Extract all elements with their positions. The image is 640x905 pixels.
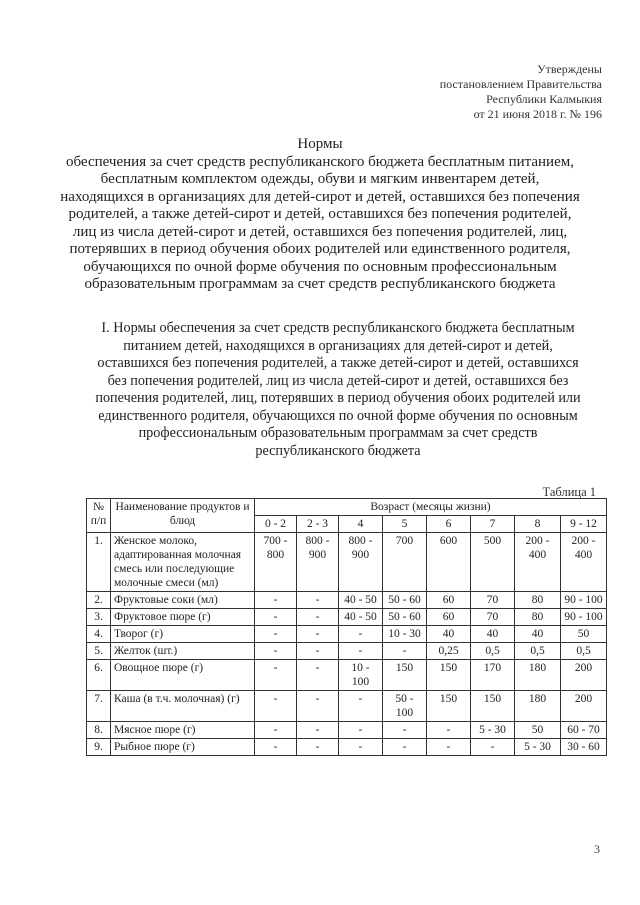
table-row [87,722,607,739]
norm-value: 10 - 30 [383,626,427,643]
norm-value: - [427,739,471,756]
header-age-column: 4 [339,516,383,533]
table-row [87,739,607,756]
norm-value: - [255,739,297,756]
table-row [87,592,607,609]
norm-value: 700 - 800 [255,533,297,592]
header-number: № п/п [87,499,111,533]
norm-value: 60 [427,592,471,609]
row-number: 9. [87,739,111,756]
norm-value: - [339,626,383,643]
norm-value: 170 [471,660,515,691]
product-name: Мясное пюре (г) [111,722,255,739]
norm-value: 500 [471,533,515,592]
header-age-column: 6 [427,516,471,533]
norm-value: 40 - 50 [339,609,383,626]
norm-value: - [297,722,339,739]
norm-value: 0,5 [515,643,561,660]
norm-value: 150 [427,660,471,691]
approval-line: постановлением Правительства [439,77,602,91]
norm-value: 5 - 30 [471,722,515,739]
table-row [87,626,607,643]
norm-value: - [297,626,339,643]
table-row [87,609,607,626]
norm-value: 10 - 100 [339,660,383,691]
header-age-column: 7 [471,516,515,533]
norm-value: - [255,592,297,609]
norm-value: 0,5 [561,643,607,660]
norm-value: - [297,592,339,609]
row-number: 7. [87,691,111,722]
norm-value: - [471,739,515,756]
table-row [87,533,607,592]
norm-value: 70 [471,609,515,626]
norm-value: 150 [471,691,515,722]
norm-value: 30 - 60 [561,739,607,756]
norm-value: 200 - 400 [561,533,607,592]
norm-value: 50 - 60 [383,592,427,609]
norm-value: - [255,626,297,643]
norm-value: - [383,722,427,739]
product-name: Желток (шт.) [111,643,255,660]
table-row [87,691,607,722]
header-age-column: 9 - 12 [561,516,607,533]
norm-value: 200 [561,660,607,691]
norm-value: - [383,739,427,756]
nutrition-norms-table [86,498,607,756]
norm-value: 50 - 60 [383,609,427,626]
product-name: Фруктовые соки (мл) [111,592,255,609]
title-word: Нормы [297,136,343,152]
norm-value: - [339,643,383,660]
product-name: Творог (г) [111,626,255,643]
product-name: Женское молоко, адаптированная молочная смесь или последующие молочные смеси (мл) [111,533,255,592]
approval-line: Республики Калмыкия [486,92,602,106]
norm-value: 150 [427,691,471,722]
norm-value: - [297,691,339,722]
row-number: 8. [87,722,111,739]
norm-value: 180 [515,691,561,722]
section-heading: I. Нормы обеспечения за счет средств республиканского бюджета бесплатным питанием детей, находящихся в организациях для детей-сирот и детей, оставшихся без попечения родителей, а также детей-сирот и детей, оставшихся без попечения родителей, лиц из числа детей-сирот и детей, оставшихся без попечения родителей, лиц, потерявших в период обучения обоих родителей или единственного родителя, обучающихся по очной форме обучения по основным профессиональным образовательным программам за счет средств республиканского бюджета [95,320,581,459]
product-name: Каша (в т.ч. молочная) (г) [111,691,255,722]
header-age-column: 2 - 3 [297,516,339,533]
norm-value: 90 - 100 [561,609,607,626]
norm-value: 60 [427,609,471,626]
norm-value: 150 [383,660,427,691]
norm-value: - [383,643,427,660]
norm-value: 0,25 [427,643,471,660]
norm-value: 200 - 400 [515,533,561,592]
norm-value: 5 - 30 [515,739,561,756]
norm-value: - [339,722,383,739]
norm-value: 80 [515,609,561,626]
document-title [60,136,580,294]
header-age-column: 0 - 2 [255,516,297,533]
approval-line: от 21 июня 2018 г. № 196 [473,107,602,121]
table-row [87,660,607,691]
product-name: Овощное пюре (г) [111,660,255,691]
norm-value: 60 - 70 [561,722,607,739]
norm-value: 0,5 [471,643,515,660]
norm-value: 40 - 50 [339,592,383,609]
norm-value: 180 [515,660,561,691]
approval-block [440,62,602,122]
header-age: Возраст (месяцы жизни) [255,499,607,516]
row-number: 5. [87,643,111,660]
norm-value: - [297,609,339,626]
product-name: Рыбное пюре (г) [111,739,255,756]
norm-value: 50 [561,626,607,643]
norm-value: 800 - 900 [297,533,339,592]
norm-value: 600 [427,533,471,592]
header-product-name: Наименование продуктов и блюд [111,499,255,533]
norm-value: 800 - 900 [339,533,383,592]
norm-value: 80 [515,592,561,609]
norm-value: 40 [471,626,515,643]
product-name: Фруктовое пюре (г) [111,609,255,626]
header-age-column: 8 [515,516,561,533]
norm-value: 40 [515,626,561,643]
page-number: 3 [594,842,600,856]
table-caption: Таблица 1 [542,485,596,499]
row-number: 1. [87,533,111,592]
norm-value: 200 [561,691,607,722]
norm-value: - [339,739,383,756]
norm-value: 40 [427,626,471,643]
norm-value: - [339,691,383,722]
norm-value: 700 [383,533,427,592]
norm-value: - [427,722,471,739]
norm-value: 70 [471,592,515,609]
norm-value: 50 [515,722,561,739]
row-number: 2. [87,592,111,609]
title-body: обеспечения за счет средств республиканского бюджета бесплатным питанием, бесплатным комплектом одежды, обуви и мягким инвентарем детей, находящихся в организациях для детей-сирот и детей, оставшихся без попечения родителей, а также детей-сирот и детей, оставшихся без попечения родителей, лиц из числа детей-сирот и детей, оставшихся без попечения родителей, лиц, потерявших в период обучения обоих родителей или единственного родителя, обучающихся по очной форме обучения по основным профессиональным образовательным программам за счет средств республиканского бюджета [60,153,580,292]
norm-value: - [297,643,339,660]
table-row [87,643,607,660]
approval-line: Утверждены [537,62,602,76]
row-number: 4. [87,626,111,643]
header-age-column: 5 [383,516,427,533]
row-number: 6. [87,660,111,691]
norm-value: - [297,660,339,691]
norm-value: 90 - 100 [561,592,607,609]
norm-value: - [255,691,297,722]
norm-value: - [255,643,297,660]
norm-value: 50 - 100 [383,691,427,722]
norm-value: - [255,660,297,691]
norm-value: - [255,722,297,739]
row-number: 3. [87,609,111,626]
norm-value: - [255,609,297,626]
norm-value: - [297,739,339,756]
